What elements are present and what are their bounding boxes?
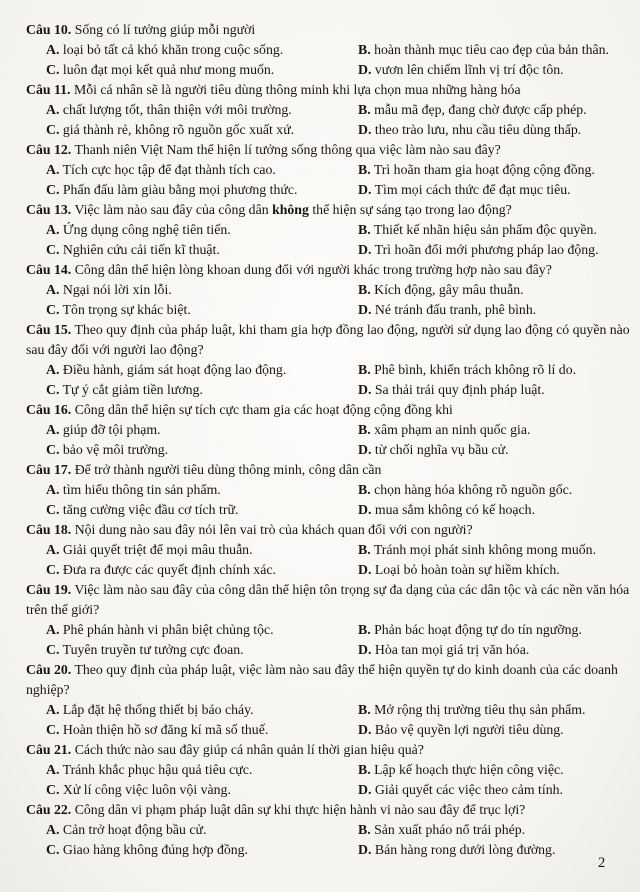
question-line xyxy=(26,520,632,540)
question-line xyxy=(26,660,632,700)
option-b-letter: B. xyxy=(358,542,371,557)
option-b-letter: B. xyxy=(358,762,371,777)
option-b-text: Kích động, gây mâu thuẫn. xyxy=(374,282,524,297)
option-b xyxy=(358,620,632,640)
question-block xyxy=(26,20,632,80)
question-text: Cách thức nào sau đây giúp cá nhân quản lí thời gian hiệu quả? xyxy=(74,742,424,757)
option-b xyxy=(358,540,632,560)
option-a-letter: A. xyxy=(46,222,60,237)
option-a-text: Ứng dụng công nghệ tiên tiến. xyxy=(62,222,231,237)
option-a-letter: A. xyxy=(46,762,60,777)
option-c-letter: C. xyxy=(46,722,60,737)
option-a-text: Ngại nói lời xin lỗi. xyxy=(62,282,172,297)
option-c-letter: C. xyxy=(46,122,60,137)
option-b xyxy=(358,820,632,840)
question-line xyxy=(26,140,632,160)
question-block xyxy=(26,740,632,800)
option-c-text: luôn đạt mọi kết quả như mong muốn. xyxy=(62,62,275,77)
question-label: Câu 16. xyxy=(26,402,72,417)
option-a-text: Cản trở hoạt động bầu cử. xyxy=(62,822,207,837)
question-block xyxy=(26,660,632,740)
option-d xyxy=(358,120,632,140)
question-text: Nội dung nào sau đây nói lên vai trò của khách quan đối với con người? xyxy=(74,522,473,537)
question-block xyxy=(26,80,632,140)
option-b-text: Trì hoãn tham gia hoạt động cộng đồng. xyxy=(373,162,595,177)
option-d-text: Hòa tan mọi giá trị văn hóa. xyxy=(374,642,530,657)
option-c-letter: C. xyxy=(46,642,60,657)
option-c xyxy=(46,60,358,80)
option-b-text: mẫu mã đẹp, đang chờ được cấp phép. xyxy=(374,102,587,117)
option-a xyxy=(46,280,358,300)
question-label: Câu 20. xyxy=(26,662,72,677)
option-c-letter: C. xyxy=(46,382,60,397)
question-block xyxy=(26,200,632,260)
option-a-text: Phê phán hành vi phân biệt chủng tộc. xyxy=(62,622,274,637)
options-grid xyxy=(26,620,632,660)
question-label: Câu 17. xyxy=(26,462,72,477)
option-b xyxy=(358,360,632,380)
option-d-text: Né tránh đấu tranh, phê bình. xyxy=(374,302,537,317)
option-a-text: Tránh khắc phục hậu quả tiêu cực. xyxy=(62,762,253,777)
option-a-letter: A. xyxy=(46,102,60,117)
option-c-text: Tuyên truyền tư tưởng cực đoan. xyxy=(62,642,244,657)
options-grid xyxy=(26,760,632,800)
option-b xyxy=(358,700,632,720)
option-d xyxy=(358,560,632,580)
option-d-letter: D. xyxy=(358,722,372,737)
question-text: Việc làm nào sau đây của công dân không thể hiện sự sáng tạo trong lao động? xyxy=(74,202,512,217)
option-d xyxy=(358,780,632,800)
option-c-text: bảo vệ môi trường. xyxy=(62,442,169,457)
option-d xyxy=(358,840,632,860)
option-b-text: Phản bác hoạt động tự do tín ngưỡng. xyxy=(374,622,582,637)
option-a-letter: A. xyxy=(46,622,60,637)
option-b xyxy=(358,100,632,120)
question-text: Công dân thể hiện lòng khoan dung đối với người khác trong trường hợp nào sau đây? xyxy=(74,262,552,277)
option-c-letter: C. xyxy=(46,62,60,77)
option-a-letter: A. xyxy=(46,422,60,437)
option-a-text: Giải quyết triệt để mọi mâu thuẫn. xyxy=(62,542,253,557)
question-label: Câu 19. xyxy=(26,582,72,597)
options-grid xyxy=(26,160,632,200)
options-grid xyxy=(26,220,632,260)
option-b-text: Sản xuất pháo nổ trái phép. xyxy=(374,822,526,837)
question-line xyxy=(26,580,632,620)
option-d-text: Giải quyết các việc theo cảm tính. xyxy=(374,782,563,797)
option-c-text: Nghiên cứu cải tiến kĩ thuật. xyxy=(62,242,220,257)
option-a xyxy=(46,700,358,720)
option-d-letter: D. xyxy=(358,62,372,77)
option-c-letter: C. xyxy=(46,182,60,197)
question-text: Theo quy định của pháp luật, việc làm nào sau đây thể hiện quyền tự do kinh doanh của các doanh nghiệp? xyxy=(26,662,618,697)
option-a xyxy=(46,540,358,560)
option-b-letter: B. xyxy=(358,822,371,837)
option-d-text: theo trào lưu, nhu cầu tiêu dùng thấp. xyxy=(374,122,582,137)
option-d-text: Bảo vệ quyền lợi người tiêu dùng. xyxy=(374,722,564,737)
question-label: Câu 22. xyxy=(26,802,72,817)
option-b xyxy=(358,480,632,500)
question-text: Theo quy định của pháp luật, khi tham gia hợp đồng lao động, người sử dụng lao động có quyền nào sau đây đối với người lao động? xyxy=(26,322,630,357)
option-c-text: Giao hàng không đúng hợp đồng. xyxy=(62,842,248,857)
option-d-text: từ chối nghĩa vụ bầu cử. xyxy=(374,442,509,457)
question-text: Sống có lí tưởng giúp mỗi người xyxy=(74,22,256,37)
page-number: 2 xyxy=(598,855,606,871)
option-b-letter: B. xyxy=(358,282,371,297)
option-b-letter: B. xyxy=(358,622,371,637)
option-d-letter: D. xyxy=(358,242,372,257)
options-grid xyxy=(26,40,632,80)
option-d xyxy=(358,300,632,320)
option-a-letter: A. xyxy=(46,362,60,377)
option-c xyxy=(46,440,358,460)
question-line xyxy=(26,460,632,480)
option-a-text: Tích cực học tập để đạt thành tích cao. xyxy=(62,162,276,177)
option-a xyxy=(46,760,358,780)
options-grid xyxy=(26,100,632,140)
question-line xyxy=(26,740,632,760)
option-b xyxy=(358,40,632,60)
option-c-letter: C. xyxy=(46,562,60,577)
option-c xyxy=(46,380,358,400)
option-d-letter: D. xyxy=(358,302,372,317)
question-text: Để trở thành người tiêu dùng thông minh, công dân cần xyxy=(74,462,382,477)
option-a xyxy=(46,100,358,120)
option-b-text: xâm phạm an ninh quốc gia. xyxy=(374,422,531,437)
option-a-letter: A. xyxy=(46,42,60,57)
option-c-letter: C. xyxy=(46,842,60,857)
options-grid xyxy=(26,540,632,580)
question-text: Thanh niên Việt Nam thể hiện lí tưởng sống thông qua việc làm nào sau đây? xyxy=(74,142,501,157)
option-a-letter: A. xyxy=(46,162,60,177)
option-c xyxy=(46,300,358,320)
option-d-letter: D. xyxy=(358,382,372,397)
question-label: Câu 21. xyxy=(26,742,72,757)
option-b xyxy=(358,760,632,780)
question-text: Mỗi cá nhân sẽ là người tiêu dùng thông minh khi lựa chọn mua những hàng hóa xyxy=(73,82,521,97)
question-block xyxy=(26,460,632,520)
option-d-letter: D. xyxy=(358,182,372,197)
question-line xyxy=(26,20,632,40)
question-label: Câu 13. xyxy=(26,202,72,217)
option-b-text: hoàn thành mục tiêu cao đẹp của bản thân. xyxy=(374,42,609,57)
option-c-text: Đưa ra được các quyết định chính xác. xyxy=(62,562,276,577)
options-grid xyxy=(26,480,632,520)
option-d-letter: D. xyxy=(358,782,372,797)
option-a-text: loại bỏ tất cả khó khăn trong cuộc sống. xyxy=(62,42,284,57)
option-c-text: Tự ý cắt giảm tiền lương. xyxy=(62,382,203,397)
options-grid xyxy=(26,360,632,400)
question-block xyxy=(26,140,632,200)
question-block xyxy=(26,520,632,580)
option-a xyxy=(46,620,358,640)
option-b-letter: B. xyxy=(358,422,371,437)
option-b-text: Thiết kế nhãn hiệu sản phẩm độc quyền. xyxy=(373,222,597,237)
option-c xyxy=(46,500,358,520)
question-block xyxy=(26,580,632,660)
option-b-text: Mở rộng thị trường tiêu thụ sản phẩm. xyxy=(374,702,586,717)
option-c-letter: C. xyxy=(46,242,60,257)
question-label: Câu 15. xyxy=(26,322,72,337)
option-a xyxy=(46,360,358,380)
option-a xyxy=(46,420,358,440)
options-grid xyxy=(26,420,632,460)
option-c-text: Xử lí công việc luôn vội vàng. xyxy=(62,782,231,797)
option-d-text: Loại bỏ hoàn toàn sự hiềm khích. xyxy=(374,562,560,577)
option-b xyxy=(358,280,632,300)
question-line xyxy=(26,320,632,360)
option-a-letter: A. xyxy=(46,482,60,497)
question-label: Câu 18. xyxy=(26,522,72,537)
option-c xyxy=(46,180,358,200)
option-b-letter: B. xyxy=(358,162,371,177)
option-d-text: Sa thải trái quy định pháp luật. xyxy=(374,382,545,397)
option-d-text: vươn lên chiếm lĩnh vị trí độc tôn. xyxy=(374,62,564,77)
options-grid xyxy=(26,700,632,740)
option-c xyxy=(46,240,358,260)
question-line xyxy=(26,80,632,100)
option-d-text: Trì hoãn đổi mới phương pháp lao động. xyxy=(374,242,599,257)
option-b-letter: B. xyxy=(358,482,371,497)
option-c-letter: C. xyxy=(46,502,60,517)
option-a xyxy=(46,160,358,180)
option-a-text: Điều hành, giám sát hoạt động lao động. xyxy=(62,362,287,377)
option-c-text: Hoàn thiện hồ sơ đăng kí mã số thuế. xyxy=(62,722,269,737)
option-d-letter: D. xyxy=(358,842,372,857)
question-text: Công dân thể hiện sự tích cực tham gia các hoạt động cộng đồng khi xyxy=(74,402,453,417)
question-label: Câu 14. xyxy=(26,262,72,277)
option-d-letter: D. xyxy=(358,442,372,457)
option-d xyxy=(358,440,632,460)
option-d xyxy=(358,720,632,740)
option-c-text: giá thành rẻ, không rõ nguồn gốc xuất xứ. xyxy=(62,122,295,137)
option-d-text: mua sắm không có kế hoạch. xyxy=(374,502,536,517)
option-d xyxy=(358,180,632,200)
option-a-letter: A. xyxy=(46,702,60,717)
question-label: Câu 10. xyxy=(26,22,72,37)
option-b xyxy=(358,420,632,440)
option-a-text: tìm hiểu thông tin sản phẩm. xyxy=(62,482,221,497)
option-c-text: Tôn trọng sự khác biệt. xyxy=(62,302,191,317)
question-text: Công dân vi phạm pháp luật dân sự khi thực hiện hành vi nào sau đây để trục lợi? xyxy=(74,802,526,817)
question-label: Câu 12. xyxy=(26,142,72,157)
question-block xyxy=(26,320,632,400)
question-block xyxy=(26,800,632,860)
question-line xyxy=(26,400,632,420)
option-b-text: Lập kế hoạch thực hiện công việc. xyxy=(374,762,564,777)
option-d-letter: D. xyxy=(358,642,372,657)
option-b-letter: B. xyxy=(358,42,371,57)
option-d xyxy=(358,240,632,260)
option-c-letter: C. xyxy=(46,782,60,797)
option-b-text: Tránh mọi phát sinh không mong muốn. xyxy=(373,542,597,557)
option-c xyxy=(46,780,358,800)
option-a-text: chất lượng tốt, thân thiện với môi trường. xyxy=(62,102,292,117)
question-block xyxy=(26,400,632,460)
option-b-letter: B. xyxy=(358,222,371,237)
question-block xyxy=(26,260,632,320)
option-c xyxy=(46,840,358,860)
option-c xyxy=(46,120,358,140)
option-c xyxy=(46,640,358,660)
option-d-letter: D. xyxy=(358,502,372,517)
question-label: Câu 11. xyxy=(26,82,71,97)
option-b-letter: B. xyxy=(358,102,371,117)
option-a xyxy=(46,820,358,840)
option-d-letter: D. xyxy=(358,122,372,137)
option-b-text: chọn hàng hóa không rõ nguồn gốc. xyxy=(374,482,573,497)
option-c-text: tăng cường việc đầu cơ tích trữ. xyxy=(62,502,239,517)
option-a-letter: A. xyxy=(46,822,60,837)
option-b xyxy=(358,220,632,240)
question-line xyxy=(26,800,632,820)
options-grid xyxy=(26,820,632,860)
option-d-text: Tìm mọi cách thức để đạt mục tiêu. xyxy=(374,182,571,197)
option-c-letter: C. xyxy=(46,442,60,457)
option-d-letter: D. xyxy=(358,562,372,577)
option-a-letter: A. xyxy=(46,542,60,557)
option-d xyxy=(358,380,632,400)
question-line xyxy=(26,260,632,280)
option-a-text: giúp đỡ tội phạm. xyxy=(62,422,161,437)
question-line xyxy=(26,200,632,220)
option-c xyxy=(46,560,358,580)
question-list xyxy=(26,20,632,860)
option-c-letter: C. xyxy=(46,302,60,317)
option-a-text: Lắp đặt hệ thống thiết bị báo cháy. xyxy=(62,702,254,717)
option-c-text: Phấn đấu làm giàu bằng mọi phương thức. xyxy=(62,182,298,197)
options-grid xyxy=(26,280,632,320)
option-d xyxy=(358,500,632,520)
option-b-text: Phê bình, khiển trách không rõ lí do. xyxy=(374,362,577,377)
option-b-letter: B. xyxy=(358,702,371,717)
option-d xyxy=(358,60,632,80)
option-a xyxy=(46,40,358,60)
option-c xyxy=(46,720,358,740)
option-d-text: Bán hàng rong dưới lòng đường. xyxy=(374,842,556,857)
option-b xyxy=(358,160,632,180)
option-d xyxy=(358,640,632,660)
question-text: Việc làm nào sau đây của công dân thể hiện tôn trọng sự đa dạng của các dân tộc và các nền văn hóa trên thế giới? xyxy=(26,582,630,617)
option-b-letter: B. xyxy=(358,362,371,377)
option-a xyxy=(46,480,358,500)
option-a-letter: A. xyxy=(46,282,60,297)
option-a xyxy=(46,220,358,240)
